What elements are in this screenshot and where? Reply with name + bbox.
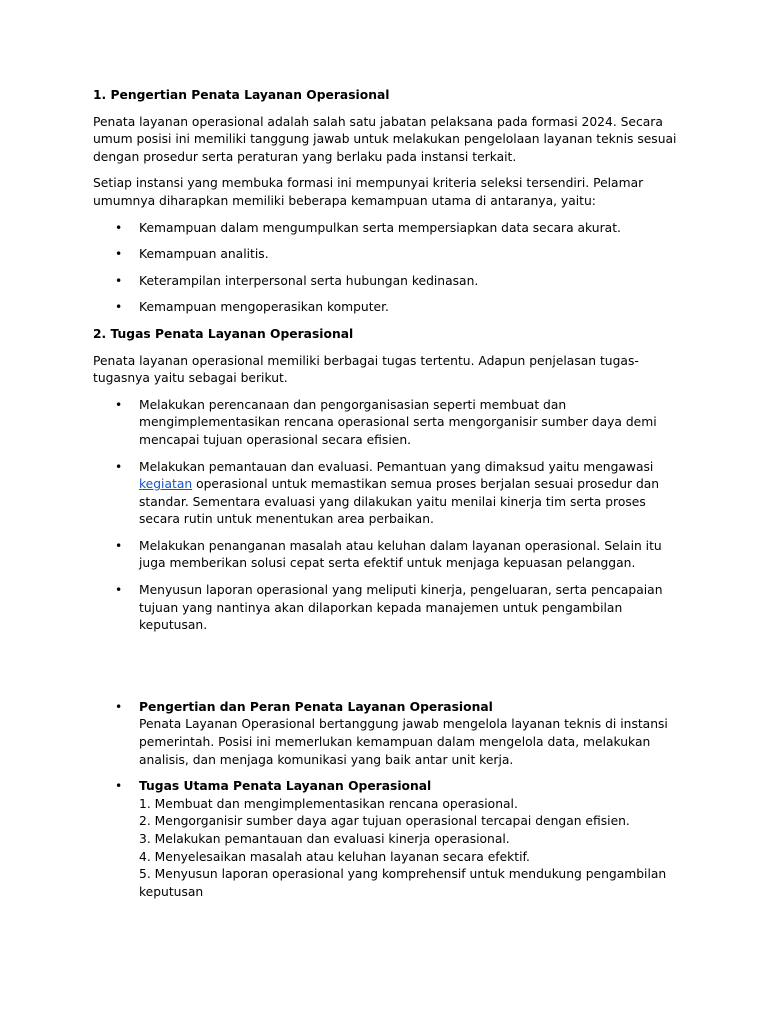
document-content — [93, 87, 683, 910]
list-item: • Kemampuan analitis. — [93, 246, 683, 264]
summary-bullet-list — [93, 699, 683, 902]
section2-paragraph-1: Penata layanan operasional memiliki berbagai tugas tertentu. Adapun penjelasan tugas-tugasnya yaitu sebagai berikut. — [93, 353, 639, 386]
summary-line: 4. Menyelesaikan masalah atau keluhan layanan secara efektif. — [139, 849, 530, 864]
blank-space — [93, 644, 683, 699]
summary-line: 2. Mengorganisir sumber daya agar tujuan operasional tercapai dengan efisien. — [139, 814, 630, 829]
section2-bullet-list — [93, 397, 683, 635]
section2-heading: 2. Tugas Penata Layanan Operasional — [93, 326, 354, 341]
section1-paragraph-1: Penata layanan operasional adalah salah satu jabatan pelaksana pada formasi 2024. Secara umum posisi ini memiliki tanggung jawab untuk melakukan pengelolaan layanan teknis sesuai dengan prosedur serta peraturan yang berlaku pada instansi terkait. — [93, 114, 677, 164]
list-item-text: Melakukan pemantauan dan evaluasi. Pemantuan yang dimaksud yaitu mengawasi — [139, 459, 654, 474]
list-item: • Kemampuan dalam mengumpulkan serta mempersiapkan data secara akurat. — [93, 220, 683, 238]
list-item: • Melakukan penanganan masalah atau keluhan dalam layanan operasional. Selain itu juga memberikan solusi cepat serta efektif untuk menjaga kepuasan pelanggan. — [93, 538, 683, 573]
summary-item-title: • Pengertian dan Peran Penata Layanan Operasional — [139, 699, 493, 714]
section1-heading: 1. Pengertian Penata Layanan Operasional — [93, 88, 390, 102]
summary-line: 3. Melakukan pemantauan dan evaluasi kinerja operasional. — [139, 832, 510, 846]
summary-line: 5. Menyusun laporan operasional yang komprehensif untuk mendukung pengambilan keputusan — [139, 867, 667, 899]
summary-item-peran — [93, 699, 683, 769]
summary-line: 1. Membuat dan mengimplementasikan rencana operasional. — [139, 796, 518, 811]
summary-item-text: Penata Layanan Operasional bertanggung jawab mengelola layanan teknis di instansi pemerintah. Posisi ini memerlukan kemampuan dalam mengelola data, melakukan analisis, dan menjaga komunikasi yang baik antar unit kerja. — [139, 717, 668, 767]
kegiatan-link[interactable]: kegiatan — [139, 477, 193, 492]
section1-paragraph-2: Setiap instansi yang membuka formasi ini mempunyai kriteria seleksi tersendiri. Pelamar umumnya diharapkan memiliki beberapa kemampuan utama di antaranya, yaitu: — [93, 176, 644, 208]
list-item: • Keterampilan interpersonal serta hubungan kedinasan. — [93, 273, 683, 291]
summary-item-title: • Tugas Utama Penata Layanan Operasional — [139, 779, 432, 794]
summary-item-tugas — [93, 778, 683, 901]
list-item-text: operasional untuk memastikan semua proses berjalan sesuai prosedur dan standar. Sementara evaluasi yang dilakukan yaitu menilai kinerja tim serta proses secara rutin untuk menentukan area perbaikan. — [139, 477, 660, 527]
section1-bullet-list — [93, 220, 683, 317]
list-item: • Melakukan perencanaan dan pengorganisasian seperti membuat dan mengimplementasikan rencana operasional serta mengorganisir sumber daya demi mencapai tujuan operasional secara efisien. — [93, 397, 683, 450]
list-item: • Menyusun laporan operasional yang meliputi kinerja, pengeluaran, serta pencapaian tujuan yang nantinya akan dilaporkan kepada manajemen untuk pengambilan keputusan. — [93, 582, 683, 635]
list-item: • Kemampuan mengoperasikan komputer. — [93, 299, 683, 317]
list-item — [93, 459, 683, 529]
